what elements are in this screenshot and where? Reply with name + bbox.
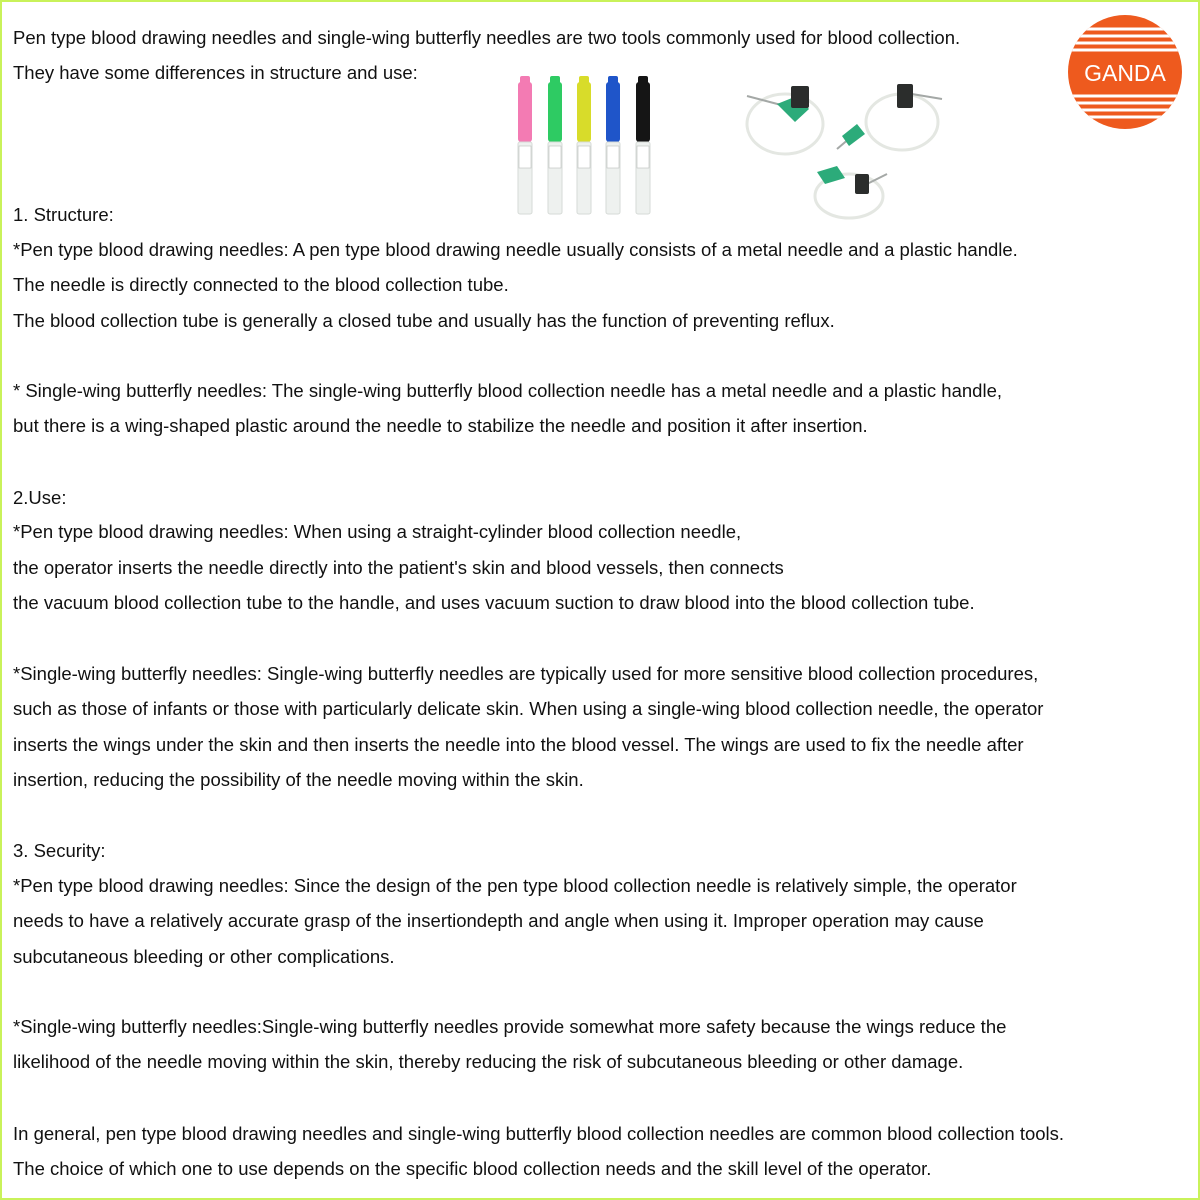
ganda-logo — [1067, 14, 1183, 130]
use-heading: 2.Use: — [13, 487, 67, 508]
intro-line-2: They have some differences in structure and use: — [13, 62, 418, 83]
logo-text: GANDA — [1084, 60, 1166, 86]
structure-wing-line-1: * Single-wing butterfly needles: The single-wing butterfly blood collection needle has a metal needle and a plastic handle, — [13, 380, 1003, 401]
structure-pen-line-1: *Pen type blood drawing needles: A pen type blood drawing needle usually consists of a metal needle and a plastic handle. — [13, 239, 1018, 260]
intro-line-1: Pen type blood drawing needles and single-wing butterfly needles are two tools commonly used for blood collection. — [13, 27, 961, 48]
conclusion-line-2: The choice of which one to use depends on the specific blood collection needs and the skill level of the operator. — [13, 1158, 932, 1179]
pen-needle — [577, 76, 591, 214]
use-wing-line-4: insertion, reducing the possibility of the needle moving within the skin. — [13, 769, 584, 790]
structure-wing-line-2: but there is a wing-shaped plastic around the needle to stabilize the needle and position it after insertion. — [13, 415, 868, 436]
butterfly-wings — [777, 96, 865, 184]
structure-pen-line-2: The needle is directly connected to the blood collection tube. — [13, 274, 509, 295]
security-pen-line-2: needs to have a relatively accurate grasp of the insertiondepth and angle when using it. Improper operation may cause — [13, 910, 984, 931]
use-wing-line-3: inserts the wings under the skin and then inserts the needle into the blood vessel. The wings are used to fix the needle after — [13, 734, 1024, 755]
wing-3 — [817, 166, 845, 184]
security-pen-line-1: *Pen type blood drawing needles: Since the design of the pen type blood collection needle is relatively simple, the operator — [13, 875, 1017, 896]
pen-needle — [636, 76, 650, 214]
use-pen-line-1: *Pen type blood drawing needles: When using a straight-cylinder blood collection needle, — [13, 521, 742, 542]
conclusion-line-1: In general, pen type blood drawing needles and single-wing butterfly blood collection needles are common blood collection tools. — [13, 1123, 1065, 1144]
pen-needle-group — [518, 76, 650, 214]
pen-needle — [606, 76, 620, 214]
security-pen-line-3: subcutaneous bleeding or other complications. — [13, 946, 395, 967]
security-wing-line-2: likelihood of the needle moving within the skin, thereby reducing the risk of subcutaneous bleeding or other damage. — [13, 1051, 964, 1072]
use-pen-line-2: the operator inserts the needle directly into the patient's skin and blood vessels, then connects — [13, 557, 784, 578]
pen-needles-image — [505, 64, 661, 219]
structure-pen-line-3: The blood collection tube is generally a closed tube and usually has the function of preventing reflux. — [13, 310, 835, 331]
pen-needle — [518, 76, 532, 214]
butterfly-needles-image — [737, 74, 957, 224]
use-pen-line-3: the vacuum blood collection tube to the handle, and uses vacuum suction to draw blood into the blood collection tube. — [13, 592, 975, 613]
use-wing-line-1: *Single-wing butterfly needles: Single-wing butterfly needles are typically used for more sensitive blood collection procedures, — [13, 663, 1039, 684]
security-heading: 3. Security: — [13, 840, 106, 861]
use-wing-line-2: such as those of infants or those with particularly delicate skin. When using a single-wing blood collection needle, the operator — [13, 698, 1044, 719]
pen-needle — [548, 76, 562, 214]
security-wing-line-1: *Single-wing butterfly needles:Single-wing butterfly needles provide somewhat more safety because the wings reduce the — [13, 1016, 1007, 1037]
structure-heading: 1. Structure: — [13, 204, 114, 225]
